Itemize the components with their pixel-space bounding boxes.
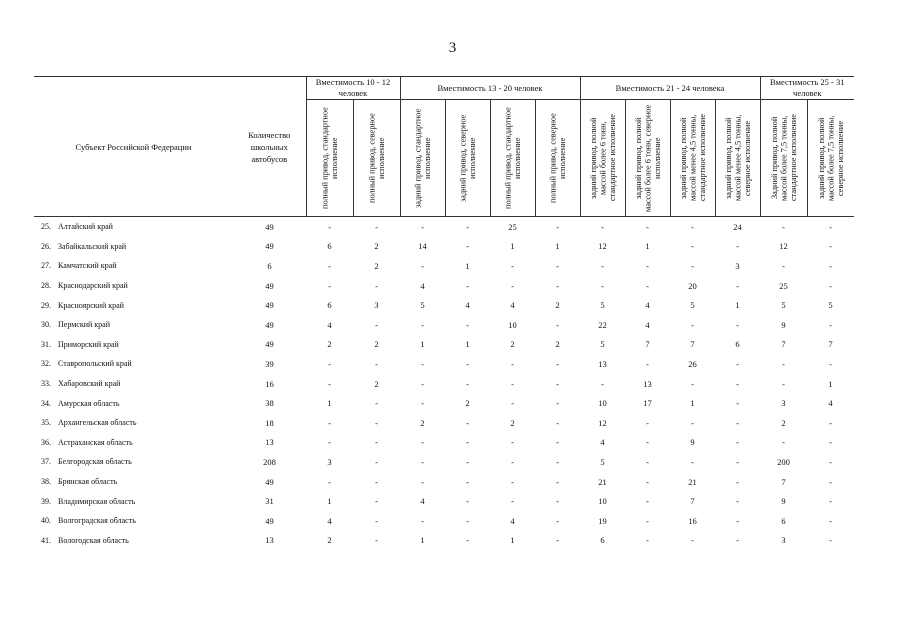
cell-value: - bbox=[556, 358, 559, 369]
cell-value: 21 bbox=[598, 476, 607, 487]
cell-value: - bbox=[646, 515, 649, 526]
col-header: задний привод, полной массой более 6 тонн, северное исполнение bbox=[625, 100, 670, 217]
cell-value: - bbox=[511, 358, 514, 369]
cell-value: - bbox=[646, 280, 649, 291]
subject-name: Амурская область bbox=[58, 398, 120, 408]
row-number: 28. bbox=[41, 281, 51, 291]
cell-value: 12 bbox=[598, 417, 607, 428]
subject-name: Забайкальский край bbox=[58, 241, 127, 251]
bus-count: 6 bbox=[267, 260, 272, 271]
cell-value: 20 bbox=[688, 280, 697, 291]
cell-value: 10 bbox=[598, 496, 607, 507]
cell-value: 12 bbox=[779, 241, 788, 252]
cell-value: 26 bbox=[688, 358, 697, 369]
cell-value: 5 bbox=[690, 300, 695, 311]
cell-value: 4 bbox=[510, 515, 515, 526]
cell-value: - bbox=[736, 515, 739, 526]
cell-value: 22 bbox=[598, 319, 607, 330]
group-header-13-20: Вместимость 13 - 20 человек bbox=[400, 77, 580, 100]
bus-count: 49 bbox=[265, 221, 274, 232]
table-row bbox=[34, 315, 854, 335]
table-row bbox=[34, 237, 854, 257]
cell-value: 1 bbox=[327, 398, 332, 409]
cell-value: - bbox=[328, 221, 331, 232]
cell-value: - bbox=[375, 496, 378, 507]
cell-value: 1 bbox=[465, 339, 470, 350]
cell-value: - bbox=[736, 496, 739, 507]
cell-value: - bbox=[782, 221, 785, 232]
cell-value: 24 bbox=[733, 221, 742, 232]
group-header-21-24: Вместимость 21 - 24 человека bbox=[580, 77, 760, 100]
page-number: 3 bbox=[448, 40, 457, 56]
cell-value: 12 bbox=[598, 241, 607, 252]
cell-value: - bbox=[782, 260, 785, 271]
cell-value: 5 bbox=[600, 339, 605, 350]
row-number: 41. bbox=[41, 535, 51, 545]
cell-value: - bbox=[556, 378, 559, 389]
cell-value: - bbox=[782, 378, 785, 389]
bus-count: 16 bbox=[265, 378, 274, 389]
row-number: 27. bbox=[41, 261, 51, 271]
bus-count: 49 bbox=[265, 476, 274, 487]
cell-value: 7 bbox=[781, 339, 786, 350]
cell-value: - bbox=[646, 437, 649, 448]
cell-value: - bbox=[466, 515, 469, 526]
cell-value: 4 bbox=[828, 398, 833, 409]
col-header: полный привод, северное исполнение bbox=[535, 100, 580, 217]
cell-value: - bbox=[466, 241, 469, 252]
cell-value: 14 bbox=[418, 241, 427, 252]
cell-value: - bbox=[466, 280, 469, 291]
table-row bbox=[34, 452, 854, 472]
cell-value: 4 bbox=[510, 300, 515, 311]
cell-value: 200 bbox=[777, 456, 790, 467]
subject-name: Волгоградская область bbox=[58, 516, 136, 526]
cell-value: 6 bbox=[327, 241, 332, 252]
col-header: полный привод, стандартное исполнение bbox=[490, 100, 535, 217]
cell-value: 6 bbox=[327, 300, 332, 311]
subject-name: Приморский край bbox=[58, 339, 119, 349]
cell-value: - bbox=[829, 241, 832, 252]
cell-value: - bbox=[601, 280, 604, 291]
cell-value: - bbox=[466, 456, 469, 467]
cell-value: 2 bbox=[374, 260, 379, 271]
bus-count: 208 bbox=[263, 456, 276, 467]
cell-value: - bbox=[829, 358, 832, 369]
cell-value: - bbox=[829, 221, 832, 232]
bus-count: 31 bbox=[265, 496, 274, 507]
cell-value: 7 bbox=[781, 476, 786, 487]
cell-value: - bbox=[829, 260, 832, 271]
cell-value: 4 bbox=[645, 300, 650, 311]
cell-value: - bbox=[691, 260, 694, 271]
cell-value: - bbox=[782, 358, 785, 369]
bus-count: 13 bbox=[265, 437, 274, 448]
cell-value: 3 bbox=[735, 260, 740, 271]
subject-name: Хабаровский край bbox=[58, 379, 121, 389]
cell-value: - bbox=[646, 260, 649, 271]
cell-value: 2 bbox=[781, 417, 786, 428]
cell-value: 5 bbox=[420, 300, 425, 311]
cell-value: - bbox=[421, 398, 424, 409]
cell-value: - bbox=[328, 280, 331, 291]
cell-value: - bbox=[556, 456, 559, 467]
cell-value: 3 bbox=[781, 398, 786, 409]
cell-value: 2 bbox=[465, 398, 470, 409]
cell-value: - bbox=[466, 221, 469, 232]
cell-value: - bbox=[646, 417, 649, 428]
cell-value: - bbox=[829, 319, 832, 330]
subject-name: Архангельская область bbox=[58, 418, 137, 428]
cell-value: - bbox=[556, 417, 559, 428]
cell-value: - bbox=[736, 398, 739, 409]
table-row bbox=[34, 374, 854, 394]
col-header: задний привод, полной массой менее 4,5 тонны, северное исполнение bbox=[715, 100, 760, 217]
cell-value: 1 bbox=[690, 398, 695, 409]
cell-value: 9 bbox=[690, 437, 695, 448]
cell-value: 9 bbox=[781, 319, 786, 330]
group-header-10-12: Вместимость 10 - 12 человек bbox=[306, 77, 400, 100]
group-header-25-31: Вместимость 25 - 31 человек bbox=[760, 77, 854, 100]
cell-value: 7 bbox=[690, 496, 695, 507]
row-number: 39. bbox=[41, 496, 51, 506]
cell-value: 5 bbox=[600, 300, 605, 311]
subject-name: Красноярский край bbox=[58, 300, 124, 310]
cell-value: 2 bbox=[420, 417, 425, 428]
cell-value: - bbox=[556, 496, 559, 507]
cell-value: - bbox=[556, 260, 559, 271]
cell-value: 2 bbox=[374, 339, 379, 350]
cell-value: - bbox=[829, 515, 832, 526]
cell-value: - bbox=[375, 398, 378, 409]
bus-count: 38 bbox=[265, 398, 274, 409]
cell-value: - bbox=[466, 437, 469, 448]
cell-value: 2 bbox=[555, 339, 560, 350]
cell-value: - bbox=[421, 515, 424, 526]
cell-value: 3 bbox=[781, 535, 786, 546]
cell-value: - bbox=[375, 515, 378, 526]
cell-value: - bbox=[421, 358, 424, 369]
subject-name: Ставропольский край bbox=[58, 359, 132, 369]
col-header: задний привод, северное исполнение bbox=[445, 100, 490, 217]
cell-value: 4 bbox=[420, 280, 425, 291]
cell-value: 2 bbox=[327, 339, 332, 350]
cell-value: - bbox=[421, 456, 424, 467]
bus-count: 49 bbox=[265, 300, 274, 311]
col-header: задний привод, стандартное исполнение bbox=[400, 100, 445, 217]
cell-value: 10 bbox=[508, 319, 517, 330]
cell-value: - bbox=[511, 260, 514, 271]
cell-value: - bbox=[421, 437, 424, 448]
bus-count: 49 bbox=[265, 241, 274, 252]
cell-value: 1 bbox=[420, 535, 425, 546]
cell-value: - bbox=[375, 476, 378, 487]
subject-name: Вологодская область bbox=[58, 535, 129, 545]
subject-name: Камчатский край bbox=[58, 261, 117, 271]
col-header: Задний привод, полной массой более 7,5 тонны, стандартное исполнение bbox=[760, 100, 807, 217]
subject-name: Алтайский край bbox=[58, 222, 113, 232]
cell-value: - bbox=[601, 378, 604, 389]
cell-value: - bbox=[375, 358, 378, 369]
cell-value: - bbox=[375, 221, 378, 232]
cell-value: - bbox=[466, 417, 469, 428]
cell-value: - bbox=[375, 280, 378, 291]
table-row bbox=[34, 335, 854, 355]
cell-value: - bbox=[421, 260, 424, 271]
cell-value: - bbox=[328, 260, 331, 271]
subject-name: Краснодарский край bbox=[58, 281, 128, 291]
cell-value: 3 bbox=[374, 300, 379, 311]
cell-value: - bbox=[556, 280, 559, 291]
cell-value: 6 bbox=[781, 515, 786, 526]
row-number: 37. bbox=[41, 457, 51, 467]
cell-value: 1 bbox=[645, 241, 650, 252]
cell-value: 4 bbox=[600, 437, 605, 448]
cell-value: - bbox=[466, 319, 469, 330]
cell-value: - bbox=[736, 378, 739, 389]
row-number: 26. bbox=[41, 241, 51, 251]
table-row bbox=[34, 472, 854, 492]
subject-name: Белгородская область bbox=[58, 457, 132, 467]
cell-value: 6 bbox=[735, 339, 740, 350]
cell-value: - bbox=[511, 496, 514, 507]
cell-value: 2 bbox=[374, 378, 379, 389]
cell-value: - bbox=[646, 358, 649, 369]
cell-value: - bbox=[646, 456, 649, 467]
cell-value: - bbox=[736, 417, 739, 428]
cell-value: 1 bbox=[735, 300, 740, 311]
cell-value: 7 bbox=[828, 339, 833, 350]
col-header: задний привод, полной массой менее 4,5 тонны, стандартное исполнение bbox=[670, 100, 715, 217]
cell-value: 1 bbox=[420, 339, 425, 350]
bus-count: 49 bbox=[265, 339, 274, 350]
cell-value: - bbox=[511, 398, 514, 409]
table-row bbox=[34, 491, 854, 511]
cell-value: - bbox=[421, 476, 424, 487]
cell-value: 4 bbox=[645, 319, 650, 330]
table-row bbox=[34, 413, 854, 433]
cell-value: - bbox=[556, 221, 559, 232]
cell-value: - bbox=[736, 535, 739, 546]
cell-value: - bbox=[691, 221, 694, 232]
subject-header: Субъект Российской Федерации bbox=[34, 77, 233, 217]
cell-value: - bbox=[601, 221, 604, 232]
cell-value: - bbox=[829, 535, 832, 546]
cell-value: - bbox=[375, 319, 378, 330]
cell-value: - bbox=[466, 378, 469, 389]
table-row bbox=[34, 511, 854, 531]
row-number: 34. bbox=[41, 398, 51, 408]
cell-value: 10 bbox=[598, 398, 607, 409]
cell-value: - bbox=[736, 280, 739, 291]
cell-value: 3 bbox=[327, 456, 332, 467]
cell-value: - bbox=[646, 535, 649, 546]
subject-name: Астраханская область bbox=[58, 437, 133, 447]
cell-value: 25 bbox=[779, 280, 788, 291]
cell-value: - bbox=[511, 476, 514, 487]
cell-value: 17 bbox=[643, 398, 652, 409]
cell-value: - bbox=[375, 417, 378, 428]
cell-value: 2 bbox=[327, 535, 332, 546]
cell-value: - bbox=[736, 241, 739, 252]
cell-value: 1 bbox=[327, 496, 332, 507]
cell-value: - bbox=[511, 280, 514, 291]
row-number: 33. bbox=[41, 379, 51, 389]
cell-value: - bbox=[829, 456, 832, 467]
cell-value: - bbox=[691, 417, 694, 428]
cell-value: - bbox=[328, 437, 331, 448]
cell-value: 5 bbox=[600, 456, 605, 467]
table-row bbox=[34, 217, 854, 237]
cell-value: - bbox=[421, 221, 424, 232]
cell-value: 21 bbox=[688, 476, 697, 487]
table-row bbox=[34, 393, 854, 413]
cell-value: - bbox=[829, 280, 832, 291]
cell-value: 25 bbox=[508, 221, 517, 232]
col-header: полный привод, северное исполнение bbox=[353, 100, 400, 217]
cell-value: 1 bbox=[828, 378, 833, 389]
cell-value: 19 bbox=[598, 515, 607, 526]
cell-value: - bbox=[646, 496, 649, 507]
cell-value: - bbox=[511, 456, 514, 467]
cell-value: - bbox=[829, 476, 832, 487]
bus-count: 13 bbox=[265, 535, 274, 546]
cell-value: 13 bbox=[598, 358, 607, 369]
cell-value: 2 bbox=[510, 417, 515, 428]
subject-name: Владимирская область bbox=[58, 496, 136, 506]
row-number: 40. bbox=[41, 516, 51, 526]
cell-value: - bbox=[736, 358, 739, 369]
cell-value: - bbox=[736, 456, 739, 467]
cell-value: - bbox=[691, 456, 694, 467]
row-number: 25. bbox=[41, 222, 51, 232]
cell-value: - bbox=[328, 476, 331, 487]
cell-value: - bbox=[375, 437, 378, 448]
cell-value: 4 bbox=[327, 319, 332, 330]
row-number: 36. bbox=[41, 437, 51, 447]
table-row bbox=[34, 256, 854, 276]
bus-count: 49 bbox=[265, 515, 274, 526]
cell-value: - bbox=[646, 221, 649, 232]
cell-value: 13 bbox=[643, 378, 652, 389]
bus-count: 49 bbox=[265, 319, 274, 330]
cell-value: - bbox=[556, 476, 559, 487]
col-header: задний привод, полной массой более 7,5 тонны, северное исполнение bbox=[807, 100, 854, 217]
cell-value: - bbox=[829, 417, 832, 428]
col-header: полный привод, стандартное исполнение bbox=[306, 100, 353, 217]
cell-value: - bbox=[556, 398, 559, 409]
cell-value: - bbox=[736, 319, 739, 330]
row-number: 30. bbox=[41, 320, 51, 330]
cell-value: - bbox=[736, 437, 739, 448]
cell-value: 5 bbox=[781, 300, 786, 311]
cell-value: - bbox=[511, 437, 514, 448]
cell-value: 1 bbox=[510, 535, 515, 546]
subject-name: Брянская область bbox=[58, 477, 118, 487]
cell-value: - bbox=[691, 319, 694, 330]
cell-value: - bbox=[466, 496, 469, 507]
table-row bbox=[34, 531, 854, 551]
cell-value: - bbox=[466, 535, 469, 546]
cell-value: - bbox=[736, 476, 739, 487]
bus-count: 49 bbox=[265, 280, 274, 291]
cell-value: - bbox=[601, 260, 604, 271]
row-number: 38. bbox=[41, 477, 51, 487]
cell-value: - bbox=[466, 476, 469, 487]
cell-value: - bbox=[328, 417, 331, 428]
cell-value: 1 bbox=[555, 241, 560, 252]
cell-value: - bbox=[511, 378, 514, 389]
cell-value: - bbox=[375, 535, 378, 546]
table-row bbox=[34, 295, 854, 315]
table-row bbox=[34, 276, 854, 296]
cell-value: - bbox=[646, 476, 649, 487]
cell-value: - bbox=[421, 378, 424, 389]
table-row bbox=[34, 354, 854, 374]
cell-value: - bbox=[556, 437, 559, 448]
cell-value: 1 bbox=[465, 260, 470, 271]
cell-value: 4 bbox=[327, 515, 332, 526]
table-row bbox=[34, 433, 854, 453]
cell-value: 1 bbox=[510, 241, 515, 252]
cell-value: 4 bbox=[420, 496, 425, 507]
cell-value: 2 bbox=[374, 241, 379, 252]
cell-value: - bbox=[375, 456, 378, 467]
cell-value: - bbox=[691, 241, 694, 252]
cell-value: - bbox=[556, 319, 559, 330]
cell-value: - bbox=[556, 515, 559, 526]
school-bus-table bbox=[34, 76, 854, 550]
subject-name: Пермский край bbox=[58, 320, 110, 330]
bus-count: 18 bbox=[265, 417, 274, 428]
cell-value: 9 bbox=[781, 496, 786, 507]
cell-value: 6 bbox=[600, 535, 605, 546]
cell-value: - bbox=[421, 319, 424, 330]
cell-value: 2 bbox=[555, 300, 560, 311]
row-number: 29. bbox=[41, 300, 51, 310]
cell-value: 16 bbox=[688, 515, 697, 526]
row-number: 32. bbox=[41, 359, 51, 369]
count-header: Количество школьных автобусов bbox=[233, 77, 306, 217]
col-header: задний привод, полной массой более 6 тонн, стандартное исполнение bbox=[580, 100, 625, 217]
cell-value: - bbox=[328, 378, 331, 389]
cell-value: - bbox=[556, 535, 559, 546]
cell-value: 7 bbox=[645, 339, 650, 350]
bus-count: 39 bbox=[265, 358, 274, 369]
cell-value: - bbox=[328, 358, 331, 369]
cell-value: - bbox=[691, 378, 694, 389]
cell-value: - bbox=[829, 496, 832, 507]
cell-value: - bbox=[829, 437, 832, 448]
cell-value: 5 bbox=[828, 300, 833, 311]
cell-value: 2 bbox=[510, 339, 515, 350]
row-number: 31. bbox=[41, 339, 51, 349]
cell-value: 4 bbox=[465, 300, 470, 311]
cell-value: - bbox=[466, 358, 469, 369]
cell-value: - bbox=[691, 535, 694, 546]
cell-value: - bbox=[782, 437, 785, 448]
row-number: 35. bbox=[41, 418, 51, 428]
cell-value: 7 bbox=[690, 339, 695, 350]
